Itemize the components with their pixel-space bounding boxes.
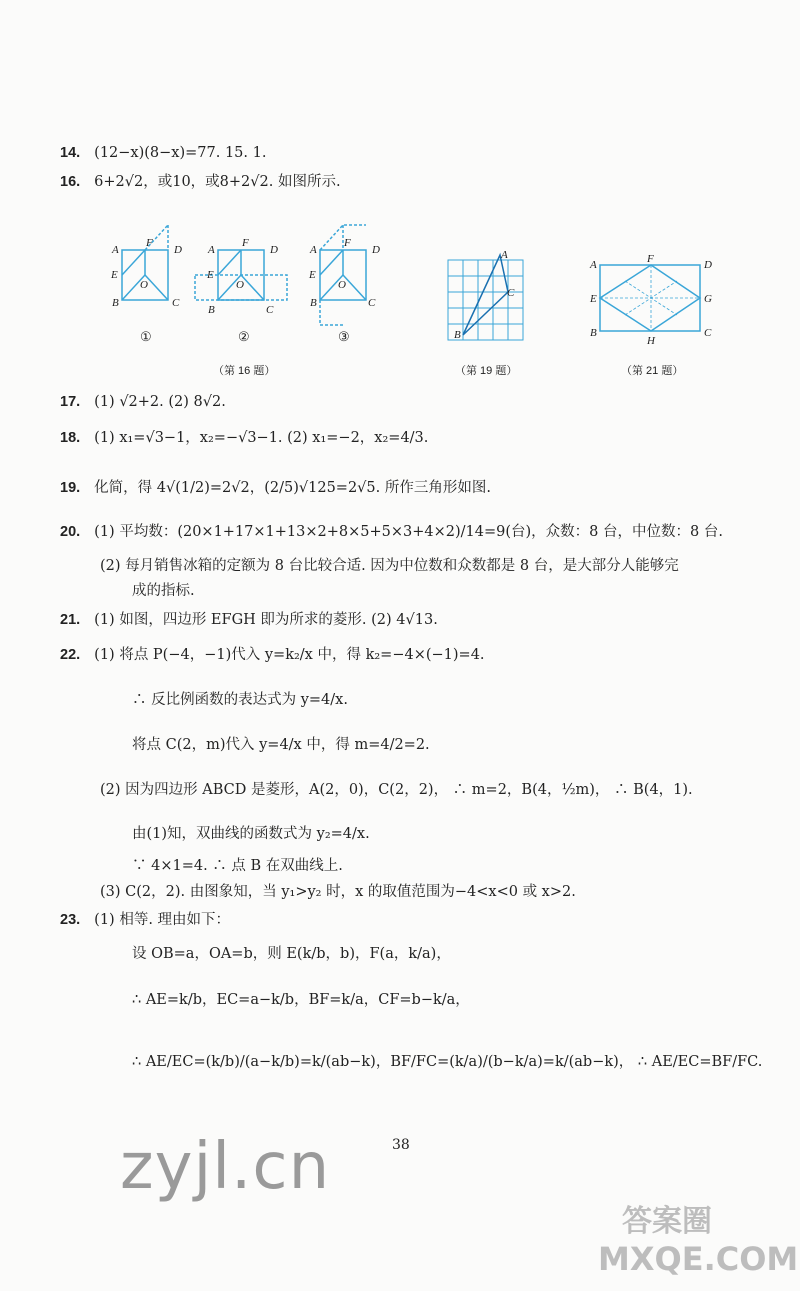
svg-text:F: F xyxy=(344,237,351,249)
svg-text:O: O xyxy=(338,279,346,291)
figure-16-3 xyxy=(320,225,366,325)
answer-text: (1) 如图，四边形 EFGH 即为所求的菱形. (2) 4√13. xyxy=(94,612,438,628)
svg-text:B: B xyxy=(590,327,597,339)
answer-text: 6+2√2，或10，或8+2√2. 如图所示. xyxy=(94,174,341,190)
answer-23c: ∴ AE=k/b，EC=a−k/b，BF=k/a，CF=b−k/a， xyxy=(132,992,470,1008)
figure-21 xyxy=(585,250,715,350)
svg-text:A: A xyxy=(112,244,119,256)
page-number: 38 xyxy=(392,1137,410,1153)
svg-text:A: A xyxy=(208,244,215,256)
answer-text: (1) x₁=√3−1，x₂=−√3−1. (2) x₁=−2，x₂=4/3. xyxy=(94,430,429,446)
svg-text:H: H xyxy=(647,335,655,347)
answer-text: (1) 相等. 理由如下： xyxy=(94,912,231,928)
caption-19: （第 19 题） xyxy=(455,365,518,377)
svg-text:D: D xyxy=(174,244,182,256)
answer-20c: 成的指标. xyxy=(132,583,195,599)
svg-text:B: B xyxy=(112,297,119,309)
num-19: 19. xyxy=(60,480,81,496)
svg-text:C: C xyxy=(368,297,376,309)
svg-text:E: E xyxy=(207,269,214,281)
svg-text:C: C xyxy=(704,327,712,339)
answer-text: (1) 将点 P(−4，−1)代入 y=k₂/x 中，得 k₂=−4×(−1)=4. xyxy=(94,647,485,663)
num-17: 17. xyxy=(60,394,81,410)
svg-text:D: D xyxy=(270,244,278,256)
svg-text:D: D xyxy=(704,259,712,271)
answer-17 xyxy=(60,392,226,412)
answer-22e: 由(1)知，双曲线的函数式为 y₂=4/x. xyxy=(132,826,370,842)
svg-text:G: G xyxy=(704,293,712,305)
answer-23a xyxy=(60,910,230,930)
figure-label-1: ① xyxy=(140,330,152,345)
answer-22d: (2) 因为四边形 ABCD 是菱形，A(2，0)，C(2，2)， ∴ m=2，B(4，½m)， ∴ B(4，1). xyxy=(100,782,693,798)
svg-text:D: D xyxy=(372,244,380,256)
num-16: 16. xyxy=(60,174,81,190)
answer-18 xyxy=(60,428,428,448)
answer-23d: ∴ AE/EC=(k/b)/(a−k/b)=k/(ab−k)，BF/FC=(k/a)/(b−k/a)=k/(ab−k)， ∴ AE/EC=BF/FC. xyxy=(132,1054,763,1070)
watermark-brand: 答案圈 xyxy=(622,1204,712,1239)
caption-16: （第 16 题） xyxy=(213,365,276,377)
answer-19 xyxy=(60,478,491,498)
answer-text: 化简，得 4√(1/2)=2√2，(2/5)√125=2√5. 所作三角形如图. xyxy=(94,480,491,496)
num-21: 21. xyxy=(60,612,81,628)
num-14: 14. xyxy=(60,145,81,161)
svg-text:F: F xyxy=(647,253,654,265)
svg-text:A: A xyxy=(501,250,508,261)
answer-16 xyxy=(60,172,341,192)
svg-text:A: A xyxy=(590,259,597,271)
answer-22c: 将点 C(2，m)代入 y=4/x 中，得 m=4/2=2. xyxy=(132,737,430,753)
svg-text:C: C xyxy=(172,297,180,309)
figure-19 xyxy=(440,250,540,350)
watermark-site: zyjl.cn xyxy=(120,1130,331,1204)
svg-text:F: F xyxy=(146,237,153,249)
answer-text: (12−x)(8−x)=77. 15. 1. xyxy=(94,145,267,161)
svg-text:B: B xyxy=(454,329,461,341)
answer-text: (1) √2+2. (2) 8√2. xyxy=(94,394,226,410)
answer-20b: (2) 每月销售冰箱的定额为 8 台比较合适. 因为中位数和众数都是 8 台，是大部分人能够完 xyxy=(100,558,679,574)
figure-label-2: ② xyxy=(238,330,250,345)
answer-22b: ∴ 反比例函数的表达式为 y=4/x. xyxy=(132,692,348,708)
svg-text:B: B xyxy=(208,304,215,316)
svg-text:C: C xyxy=(266,304,274,316)
answer-23b: 设 OB=a，OA=b，则 E(k/b，b)，F(a，k/a)， xyxy=(132,946,451,962)
svg-text:C: C xyxy=(507,287,515,299)
caption-21: （第 21 题） xyxy=(621,365,684,377)
num-20: 20. xyxy=(60,524,81,540)
answer-14-15 xyxy=(60,143,266,163)
svg-text:O: O xyxy=(236,279,244,291)
answer-21 xyxy=(60,610,438,630)
answer-20a xyxy=(60,522,723,542)
answer-22a xyxy=(60,645,485,665)
num-22: 22. xyxy=(60,647,81,663)
svg-text:A: A xyxy=(310,244,317,256)
svg-text:E: E xyxy=(590,293,597,305)
watermark-url: MXQE.COM xyxy=(598,1240,799,1278)
num-23: 23. xyxy=(60,912,81,928)
answer-22g: (3) C(2，2). 由图象知，当 y₁>y₂ 时，x 的取值范围为−4<x<0 或 x>2. xyxy=(100,884,576,900)
svg-text:B: B xyxy=(310,297,317,309)
num-18: 18. xyxy=(60,430,81,446)
svg-text:F: F xyxy=(242,237,249,249)
svg-text:E: E xyxy=(111,269,118,281)
svg-text:E: E xyxy=(309,269,316,281)
answer-text: (1) 平均数：(20×1+17×1+13×2+8×5+5×3+4×2)/14=9(台)，众数：8 台，中位数：8 台. xyxy=(94,524,723,540)
svg-text:O: O xyxy=(140,279,148,291)
answer-22f: ∵ 4×1=4. ∴ 点 B 在双曲线上. xyxy=(132,858,343,874)
figure-label-3: ③ xyxy=(338,330,350,345)
